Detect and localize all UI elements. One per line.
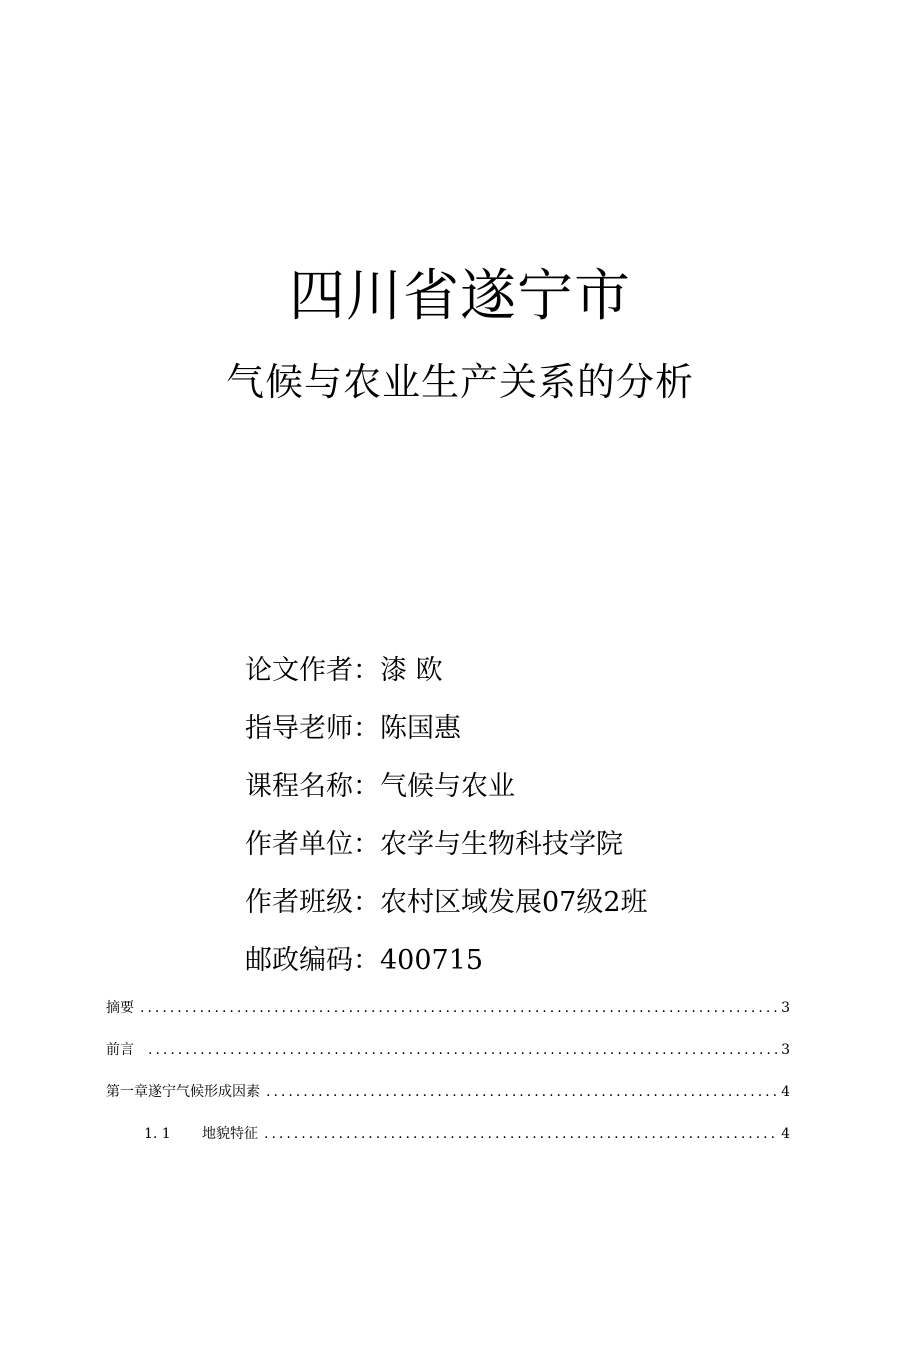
- info-row-class: [245, 878, 648, 936]
- toc-page-number: 4: [781, 1126, 790, 1142]
- info-value: 400715: [380, 945, 484, 976]
- author-info: [245, 646, 648, 994]
- info-value: 陈国惠: [380, 713, 461, 744]
- toc-entry-title: 前言: [106, 1042, 134, 1058]
- toc-section-number: 1. 1: [144, 1126, 171, 1142]
- toc-page-number: 3: [781, 1000, 790, 1016]
- info-value: 农学与生物科技学院: [380, 829, 623, 860]
- toc-entry-title: 摘要: [106, 1000, 134, 1016]
- info-value: 漆 欧: [380, 655, 443, 686]
- toc-entry-title: 地貌特征: [202, 1126, 258, 1142]
- info-label: 课程名称：: [245, 771, 380, 802]
- table-of-contents: [106, 994, 790, 1162]
- toc-entry-chapter-1[interactable]: [106, 1078, 790, 1120]
- toc-leader: [140, 994, 779, 1022]
- info-label: 指导老师：: [245, 713, 380, 744]
- info-row-course: [245, 762, 648, 820]
- info-label: 论文作者：: [245, 655, 380, 686]
- toc-entry-abstract[interactable]: [106, 994, 790, 1036]
- title-main: 四川省遂宁市: [289, 264, 631, 329]
- toc-leader: [266, 1078, 779, 1106]
- toc-leader: [148, 1036, 779, 1064]
- toc-page-number: 4: [781, 1084, 790, 1100]
- info-row-advisor: [245, 704, 648, 762]
- title-sub: 气候与农业生产关系的分析: [225, 360, 694, 404]
- toc-entry-section-1-1[interactable]: [106, 1120, 790, 1162]
- info-row-postcode: [245, 936, 648, 994]
- toc-entry-title: 第一章遂宁气候形成因素: [106, 1084, 260, 1100]
- info-value: 气候与农业: [380, 771, 515, 802]
- info-value: 农村区域发展07级2班: [380, 887, 648, 918]
- info-label: 作者班级：: [245, 887, 380, 918]
- info-label: 作者单位：: [245, 829, 380, 860]
- toc-page-number: 3: [781, 1042, 790, 1058]
- info-row-affiliation: [245, 820, 648, 878]
- info-row-author: [245, 646, 648, 704]
- toc-entry-preface[interactable]: [106, 1036, 790, 1078]
- toc-leader: [264, 1120, 779, 1148]
- info-label: 邮政编码：: [245, 945, 380, 976]
